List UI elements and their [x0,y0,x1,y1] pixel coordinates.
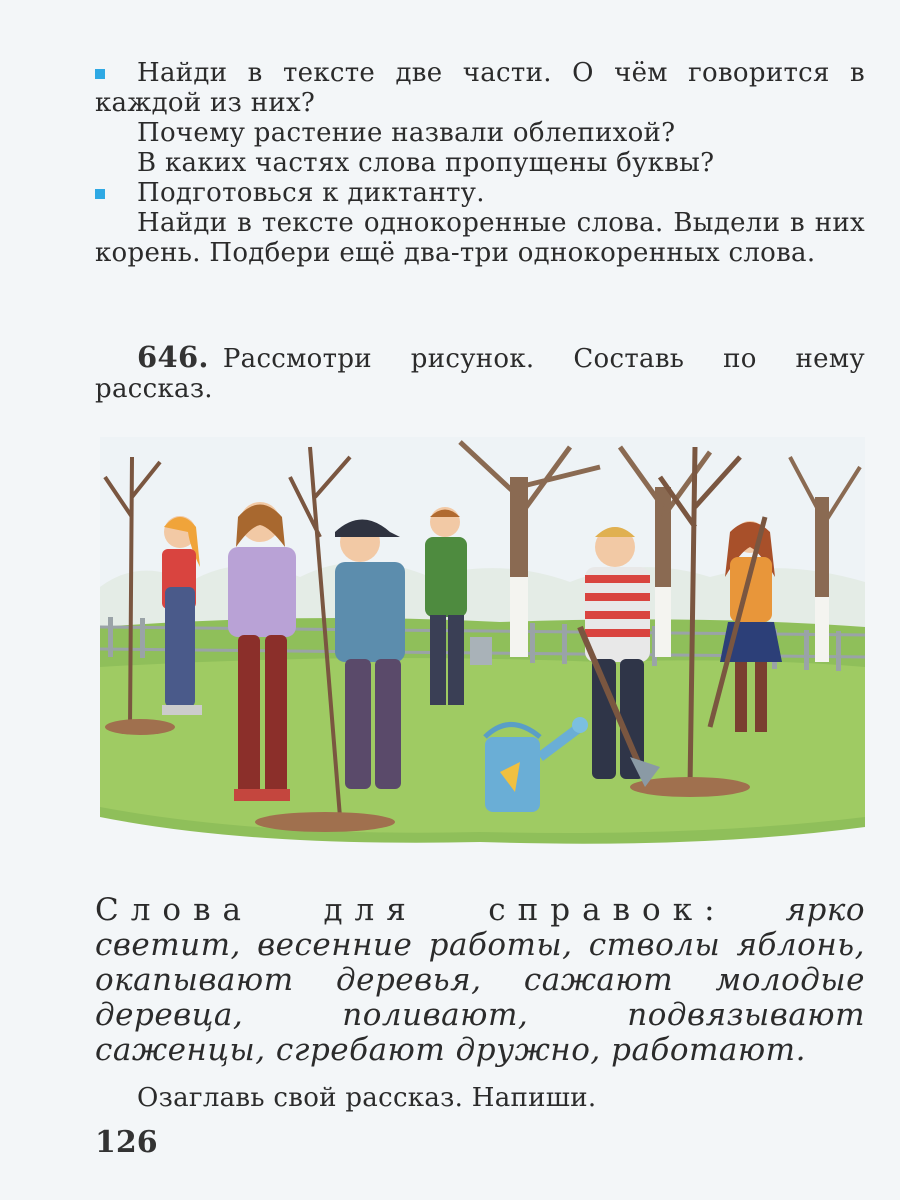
task-dictation: Подготовься к диктанту. [137,178,485,208]
reference-label: Слова для справок: [95,892,727,928]
task-question-4: Найди в тексте однокоренные слова. Выдели в них корень. Подбери ещё два-три однокоренных слова. [95,208,865,268]
task-question-2: Почему растение назвали облепихой? [137,118,676,148]
illustration-children-planting-trees [100,437,865,849]
exercise-646 [95,342,865,404]
task-question-3: В каких частях слова пропущены буквы? [137,148,715,178]
reference-list: ярко светит, весенние работы, стволы яблонь, окапывают деревья, сажают молодые деревца, поливают, подвязывают саженцы, сгребают дружно, работают. [95,892,865,1068]
final-task: Озаглавь свой рассказ. Напиши. [137,1083,597,1113]
task-question-1: Найди в тексте две части. О чём говорится в каждой из них? [95,58,865,118]
page-number: 126 [95,1125,158,1160]
reference-words [95,893,865,1068]
bullet-marker [95,189,105,199]
exercise-text: Рассмотри рисунок. Составь по нему рассказ. [95,344,865,404]
exercise-number: 646. [137,340,209,374]
